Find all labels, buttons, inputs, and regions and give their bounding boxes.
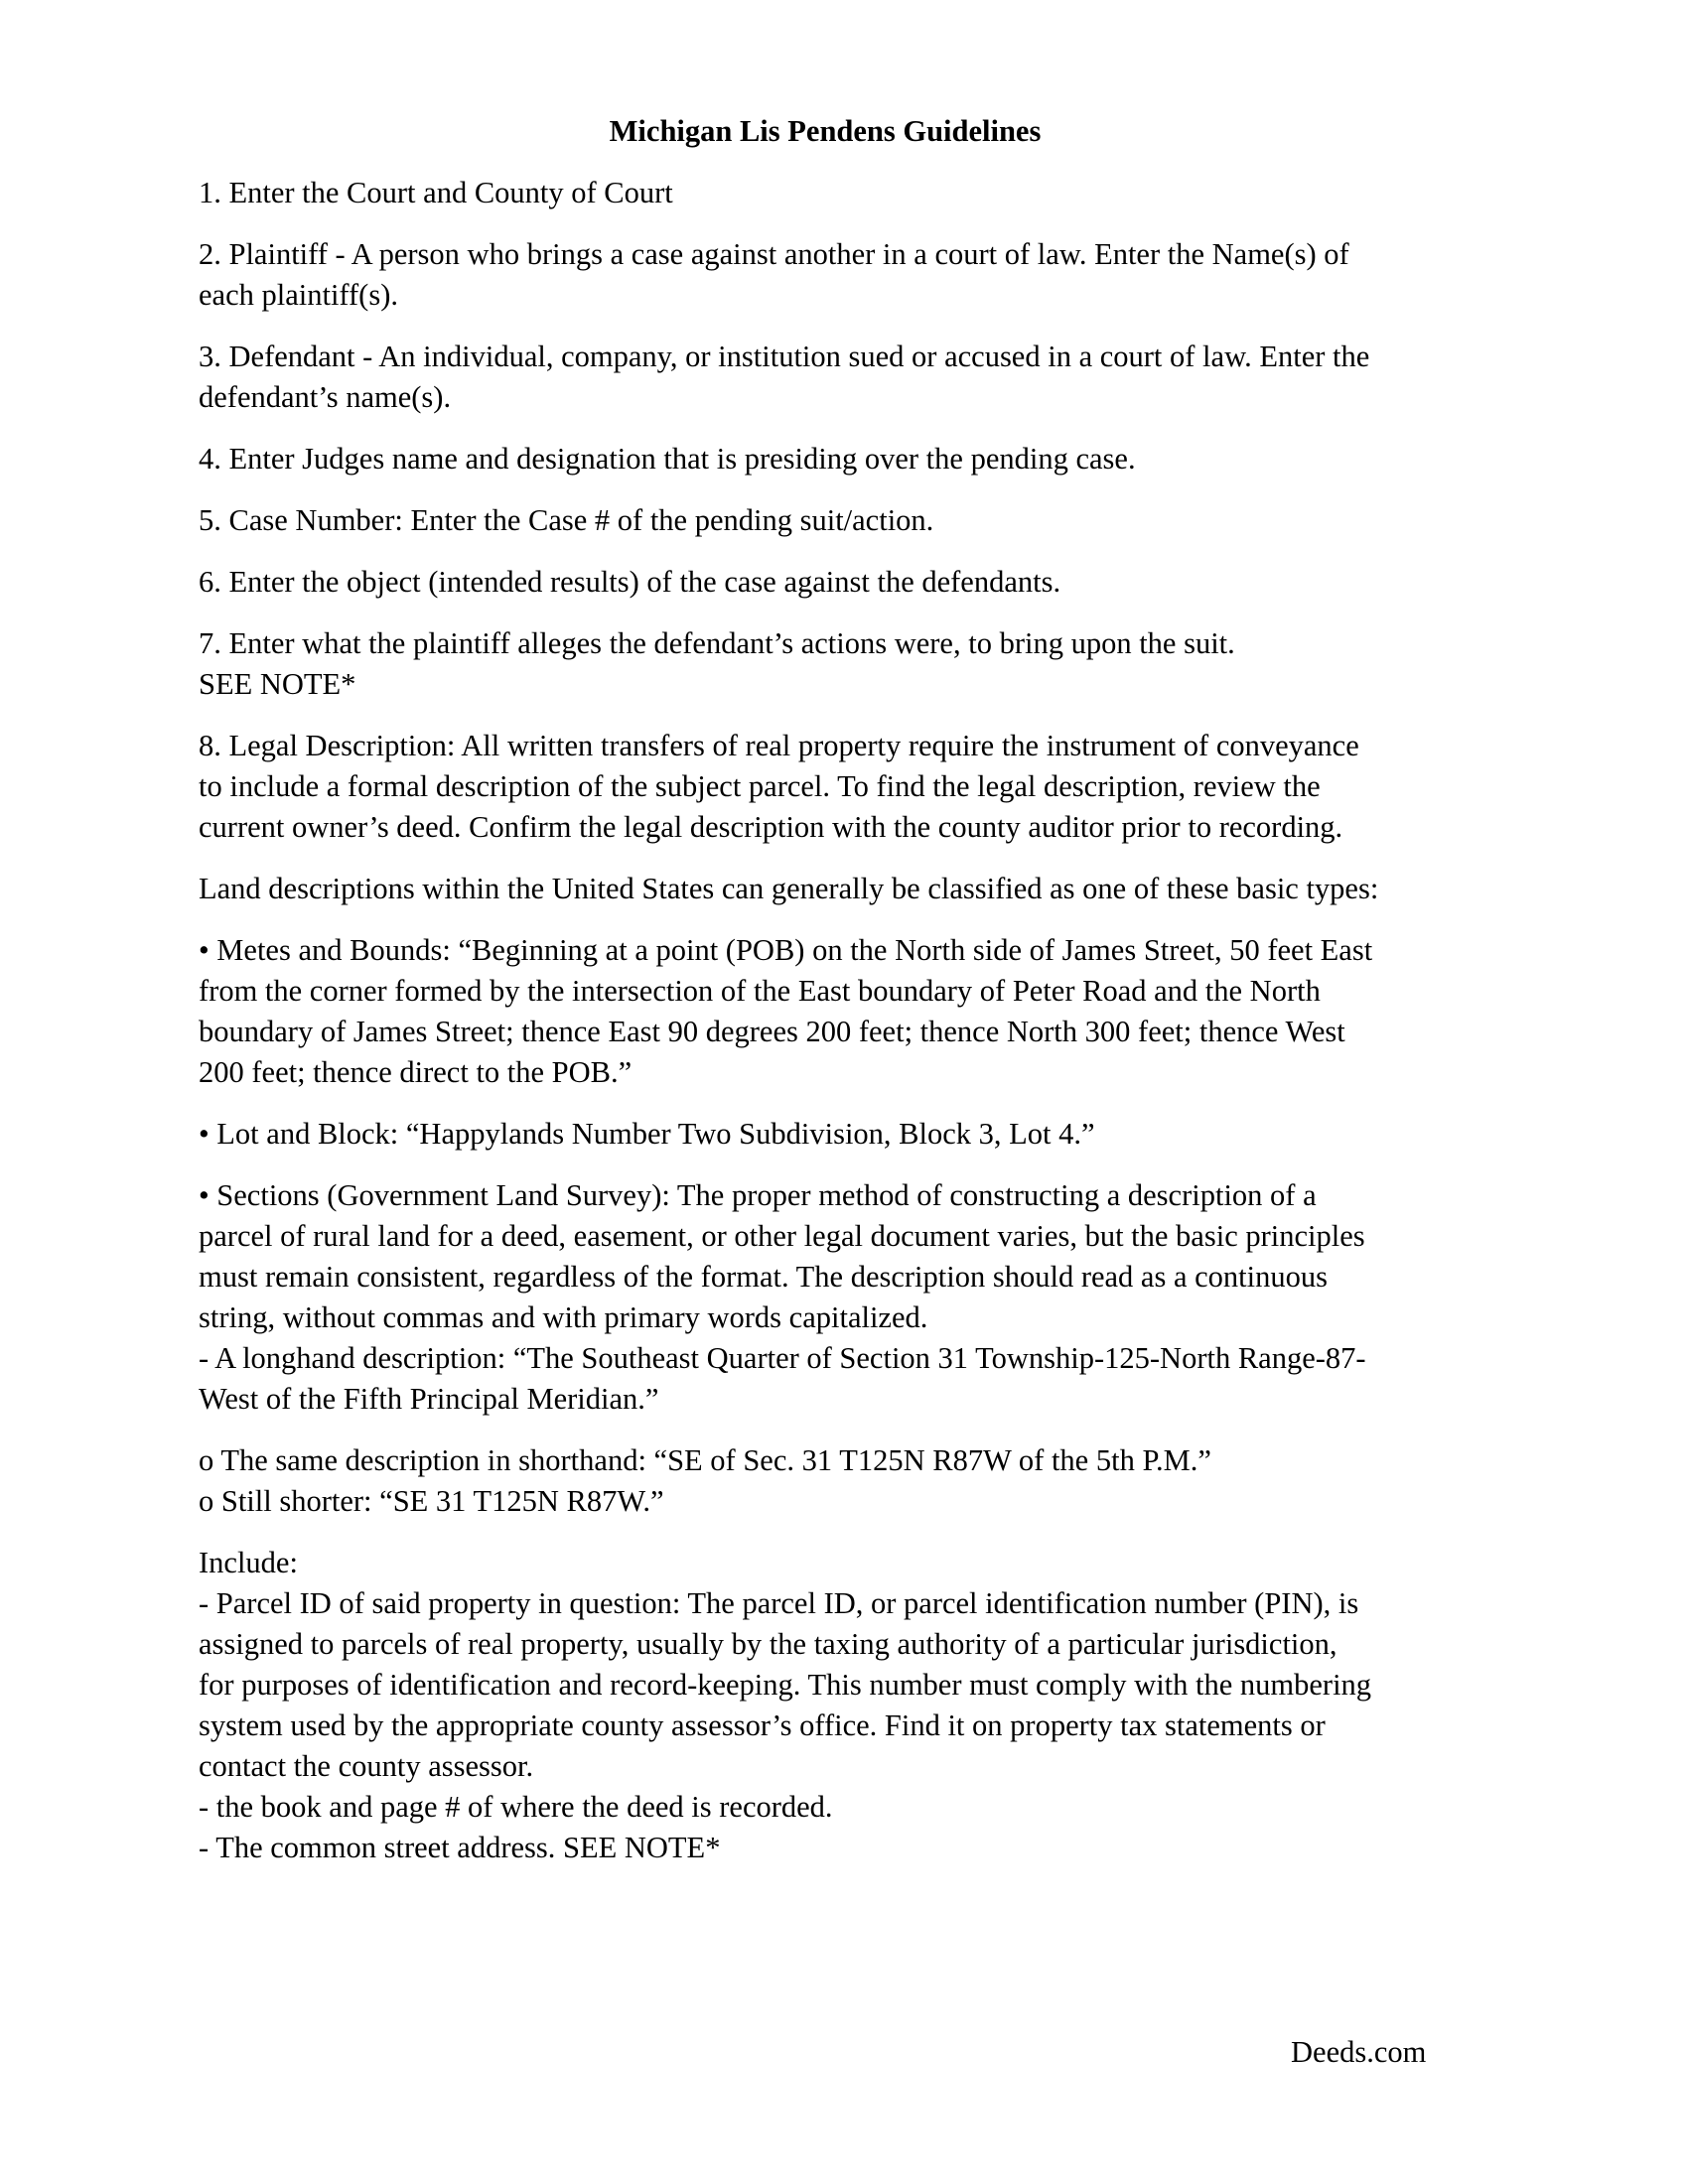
- paragraph-line: - The common street address. SEE NOTE*: [199, 1831, 721, 1864]
- paragraph: [199, 1114, 1489, 1155]
- paragraph-line: system used by the appropriate county assessor’s office. Find it on property tax statements or: [199, 1708, 1326, 1742]
- paragraph-line: contact the county assessor.: [199, 1749, 534, 1783]
- paragraph-line: 200 feet; thence direct to the POB.”: [199, 1055, 633, 1089]
- paragraph-line: • Sections (Government Land Survey): The proper method of constructing a description of a: [199, 1178, 1317, 1212]
- paragraph-line: from the corner formed by the intersection of the East boundary of Peter Road and the North: [199, 974, 1321, 1008]
- paragraph-line: must remain consistent, regardless of the format. The description should read as a continuous: [199, 1260, 1328, 1294]
- paragraph-line: Include:: [199, 1546, 298, 1579]
- paragraph-line: 1. Enter the Court and County of Court: [199, 176, 673, 209]
- paragraph: [199, 562, 1489, 603]
- paragraph-line: 2. Plaintiff - A person who brings a case against another in a court of law. Enter the Name(s) of: [199, 237, 1349, 271]
- paragraph-line: string, without commas and with primary words capitalized.: [199, 1300, 928, 1334]
- paragraph: [199, 1543, 1489, 1868]
- paragraph: [199, 869, 1489, 909]
- paragraph: [199, 337, 1489, 418]
- paragraph-line: o The same description in shorthand: “SE of Sec. 31 T125N R87W of the 5th P.M.”: [199, 1443, 1211, 1477]
- paragraph: [199, 1175, 1489, 1420]
- paragraph-line: - the book and page # of where the deed is recorded.: [199, 1790, 833, 1824]
- paragraph-line: 3. Defendant - An individual, company, or institution sued or accused in a court of law. Enter the: [199, 340, 1370, 373]
- paragraph: [199, 234, 1489, 316]
- paragraph-line: 5. Case Number: Enter the Case # of the pending suit/action.: [199, 503, 934, 537]
- paragraph: [199, 439, 1489, 479]
- paragraph-line: each plaintiff(s).: [199, 278, 398, 312]
- paragraph-line: Land descriptions within the United States can generally be classified as one of these basic types:: [199, 872, 1379, 905]
- paragraph-line: for purposes of identification and record-keeping. This number must comply with the numbering: [199, 1668, 1372, 1702]
- paragraph-line: assigned to parcels of real property, usually by the taxing authority of a particular jurisdiction,: [199, 1627, 1337, 1661]
- paragraph-line: o Still shorter: “SE 31 T125N R87W.”: [199, 1484, 664, 1518]
- paragraph-line: 6. Enter the object (intended results) of the case against the defendants.: [199, 565, 1061, 599]
- paragraph-line: 7. Enter what the plaintiff alleges the defendant’s actions were, to bring upon the suit.: [199, 626, 1235, 660]
- document-body: [199, 173, 1489, 1868]
- paragraph: [199, 623, 1489, 705]
- footer-brand: Deeds.com: [1291, 2035, 1427, 2069]
- paragraph-line: 4. Enter Judges name and designation that is presiding over the pending case.: [199, 442, 1136, 476]
- paragraph-line: - A longhand description: “The Southeast Quarter of Section 31 Township-125-North Range-87-: [199, 1341, 1366, 1375]
- paragraph: [199, 500, 1489, 541]
- paragraph: [199, 726, 1489, 848]
- document-title: Michigan Lis Pendens Guidelines: [609, 114, 1042, 148]
- paragraph-line: • Metes and Bounds: “Beginning at a point (POB) on the North side of James Street, 50 feet East: [199, 933, 1373, 967]
- paragraph-line: defendant’s name(s).: [199, 380, 452, 414]
- paragraph-line: West of the Fifth Principal Meridian.”: [199, 1382, 659, 1416]
- paragraph-line: - Parcel ID of said property in question: The parcel ID, or parcel identification number (PIN), is: [199, 1586, 1359, 1620]
- paragraph-line: boundary of James Street; thence East 90 degrees 200 feet; thence North 300 feet; thence West: [199, 1015, 1345, 1048]
- paragraph-line: SEE NOTE*: [199, 667, 356, 701]
- paragraph: [199, 930, 1489, 1093]
- paragraph-line: parcel of rural land for a deed, easement, or other legal document varies, but the basic principles: [199, 1219, 1365, 1253]
- paragraph-line: 8. Legal Description: All written transfers of real property require the instrument of conveyance: [199, 729, 1359, 762]
- paragraph: [199, 173, 1489, 213]
- document-page: [199, 111, 1489, 1889]
- paragraph: [199, 1440, 1489, 1522]
- paragraph-line: to include a formal description of the subject parcel. To find the legal description, review the: [199, 769, 1321, 803]
- paragraph-line: • Lot and Block: “Happylands Number Two Subdivision, Block 3, Lot 4.”: [199, 1117, 1095, 1151]
- paragraph-line: current owner’s deed. Confirm the legal description with the county auditor prior to recording.: [199, 810, 1343, 844]
